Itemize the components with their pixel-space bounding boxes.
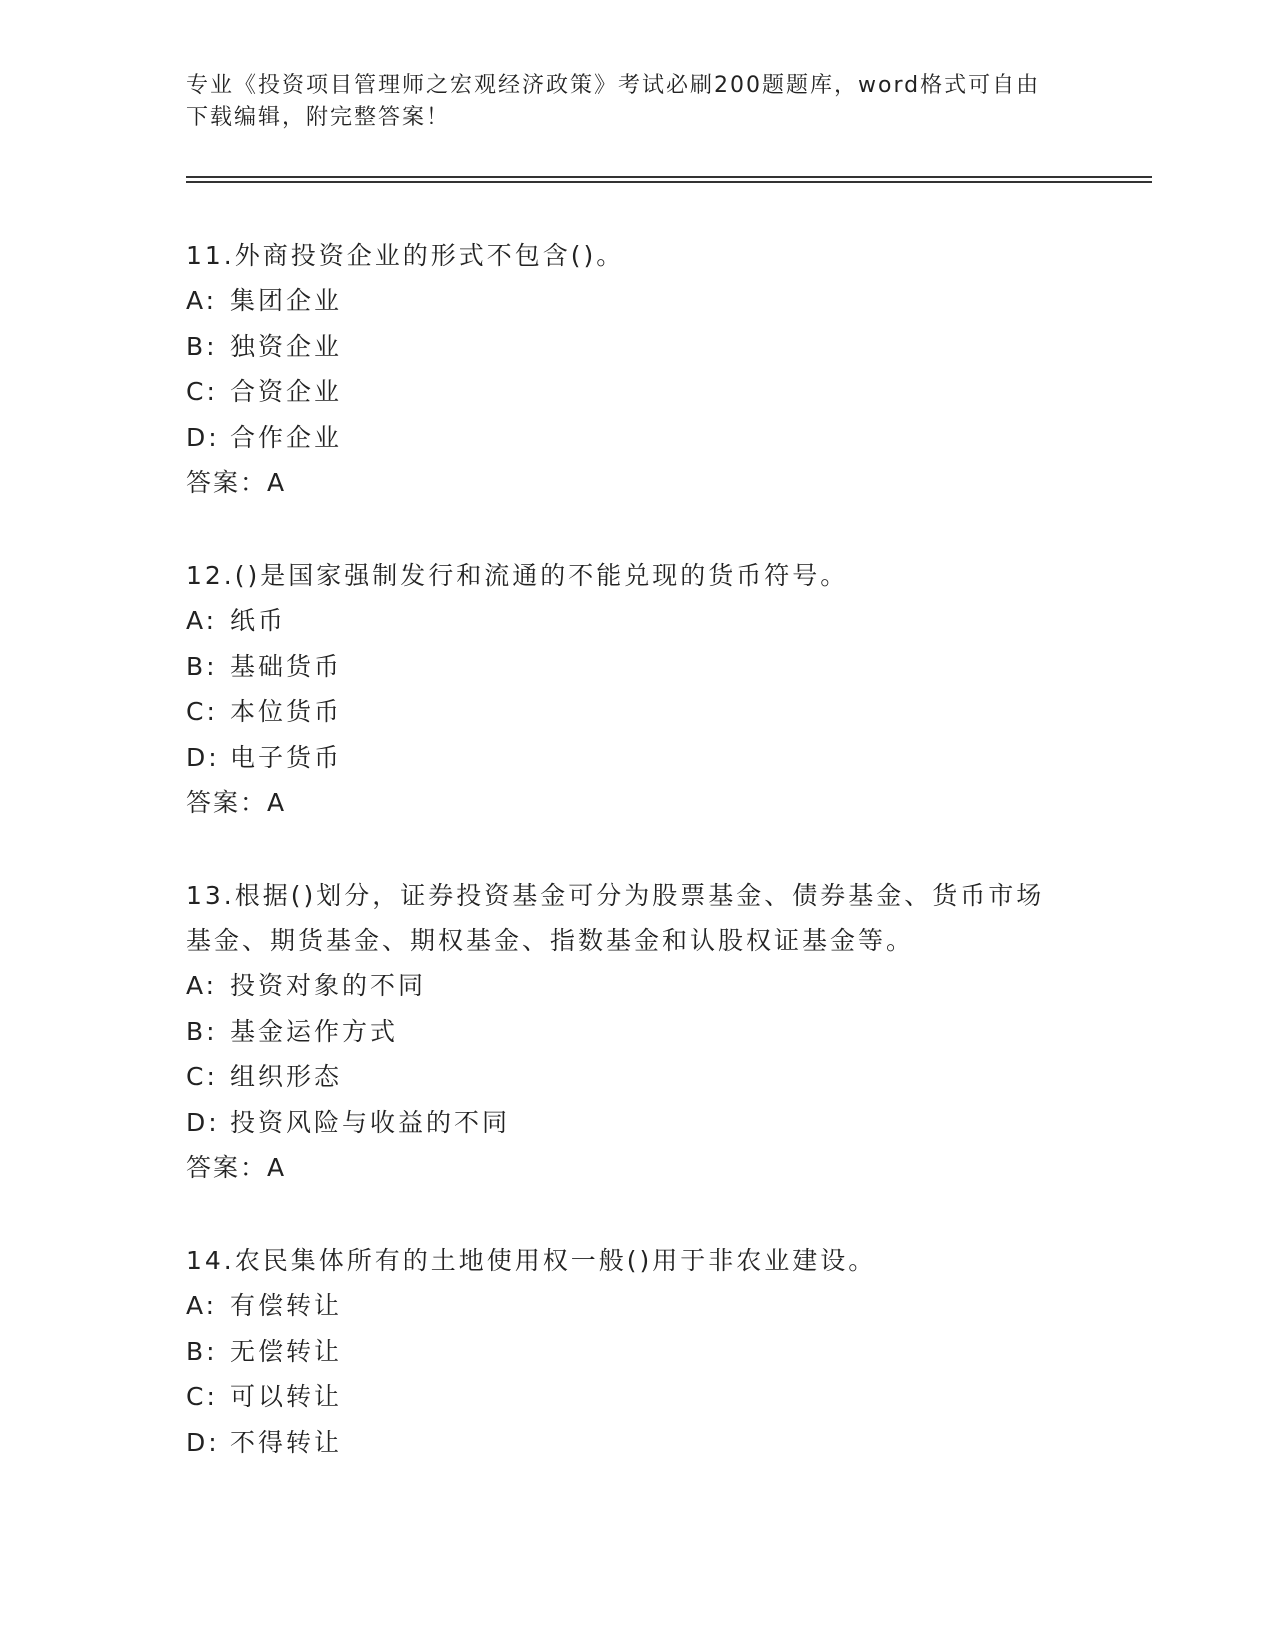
option-text: 无偿转让 [230,1336,343,1366]
option-text: 电子货币 [230,742,343,772]
option-c [186,689,1106,735]
option-a [186,963,1106,1009]
option-text: 独资企业 [230,331,343,361]
question-stem: 11.外商投资企业的形式不包含()。 [186,241,625,270]
option-letter: B: [186,1336,218,1366]
option-letter: A: [186,971,218,1000]
option-text: 投资对象的不同 [230,971,427,1000]
header-divider-top [186,176,1152,178]
option-text: 基金运作方式 [230,1016,399,1046]
header-line-2: 下载编辑，附完整答案！ [186,105,451,130]
option-letter: B: [186,331,218,361]
question-11 [186,233,1106,505]
option-b [186,324,1106,370]
option-c [186,1374,1106,1420]
option-b [186,1009,1106,1055]
option-text: 不得转让 [230,1427,343,1457]
option-c [186,1054,1106,1100]
option-letter: C: [186,1382,218,1411]
option-letter: D: [186,742,220,772]
option-letter: D: [186,1107,220,1137]
option-letter: C: [186,1062,218,1091]
option-c [186,369,1106,415]
question-14 [186,1238,1106,1465]
option-text: 合资企业 [230,377,343,406]
option-text: 组织形态 [230,1062,343,1091]
option-text: 基础货币 [230,651,343,681]
header-line-1: 专业《投资项目管理师之宏观经济政策》考试必刷200题题库，word格式可自由 [186,73,1041,98]
question-stem-line-2: 基金、期货基金、期权基金、指数基金和认股权证基金等。 [186,926,915,955]
option-d [186,735,1106,781]
option-a [186,278,1106,324]
question-stem: 14.农民集体所有的土地使用权一般()用于非农业建设。 [186,1246,877,1275]
option-text: 集团企业 [230,286,343,315]
option-text: 合作企业 [230,422,343,452]
option-letter: A: [186,286,218,315]
option-a [186,598,1106,644]
option-text: 有偿转让 [230,1291,343,1320]
option-d [186,1420,1106,1466]
option-text: 本位货币 [230,697,343,726]
option-d [186,415,1106,461]
question-stem-line-1: 13.根据()划分，证券投资基金可分为股票基金、债券基金、货币市场 [186,881,1045,910]
question-13 [186,873,1106,1190]
answer: 答案：A [186,1153,287,1182]
option-text: 投资风险与收益的不同 [230,1107,511,1137]
option-letter: D: [186,422,220,452]
question-12 [186,553,1106,825]
option-letter: C: [186,697,218,726]
question-stem: 12.()是国家强制发行和流通的不能兑现的货币符号。 [186,561,849,590]
option-letter: B: [186,1016,218,1046]
option-b [186,1329,1106,1375]
option-a [186,1283,1106,1329]
option-letter: C: [186,377,218,406]
document-header [186,70,1086,134]
option-text: 纸币 [230,606,287,635]
header-divider-bottom [186,181,1152,183]
option-letter: A: [186,1291,218,1320]
option-text: 可以转让 [230,1382,343,1411]
option-b [186,644,1106,690]
option-letter: A: [186,606,218,635]
answer: 答案：A [186,468,287,497]
option-letter: D: [186,1427,220,1457]
option-d [186,1100,1106,1146]
option-letter: B: [186,651,218,681]
answer: 答案：A [186,788,287,817]
